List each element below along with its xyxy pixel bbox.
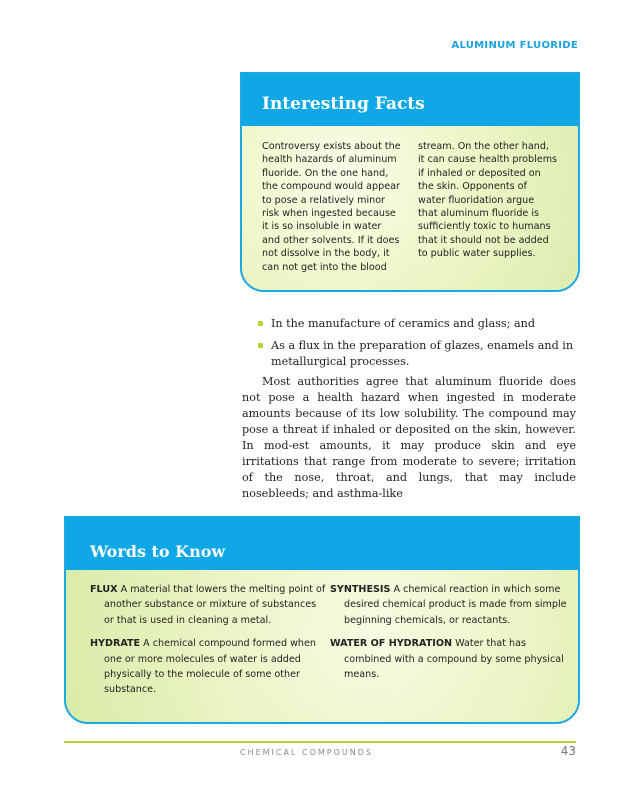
glossary-entry	[330, 582, 568, 628]
facts-line: that it should not be added	[418, 234, 549, 246]
facts-line: the skin. Opponents of	[418, 181, 527, 193]
facts-line: not dissolve in the body, it	[262, 248, 390, 260]
glossary-definition: A material that lowers the melting point of another substance or mixture of substances or that is used in cleaning a metal.	[104, 584, 326, 626]
facts-line: water fluoridation argue	[418, 194, 535, 206]
glossary-definition: A chemical reaction in which some desired chemical product is made from simple beginning chemicals, or reactants.	[344, 584, 567, 626]
facts-line: health hazards of aluminum	[262, 154, 397, 166]
facts-line: sufficiently toxic to humans	[418, 221, 551, 233]
facts-body	[242, 126, 578, 290]
bullet-text: As a flux in the preparation of glazes, enamels and in metallurgical processes.	[271, 339, 574, 368]
glossary-definition: Water that has combined with a compound by some physical means.	[344, 638, 564, 681]
glossary-definition: A chemical compound formed when one or more molecules of water is added physically to the molecule of some other substance.	[104, 638, 316, 696]
glossary-entry	[330, 636, 568, 682]
glossary-term: FLUX	[90, 584, 118, 595]
facts-line: it is so insoluble in water	[262, 221, 382, 233]
glossary-entry	[90, 636, 328, 698]
facts-line: stream. On the other hand,	[418, 141, 549, 152]
words-title: Words to Know	[90, 542, 226, 561]
bullet-list	[258, 316, 576, 376]
bullet-item	[258, 316, 576, 332]
facts-line: the compound would appear	[262, 181, 400, 193]
bullet-marker-icon	[258, 343, 263, 348]
facts-line: fluoride. On the one hand,	[262, 167, 389, 179]
paragraph-text: Most authorities agree that aluminum fluoride does not pose a health hazard when ingested in moderate amounts because of its low solubility. The compound may pose a threat if inhaled or deposited on the skin, however. In mod-est amounts, it may produce skin and eye irritations that range from moderate to severe; irritation of the nose, throat, and lungs, that may include nosebleeds; and asthma-like	[242, 375, 576, 500]
words-to-know-box	[64, 516, 580, 724]
facts-line: to pose a relatively minor	[262, 194, 386, 206]
glossary-term: WATER OF HYDRATION	[330, 638, 453, 650]
glossary-entry	[90, 582, 328, 628]
words-body	[66, 570, 578, 722]
facts-line: and other solvents. If it does	[262, 234, 400, 246]
glossary-term: HYDRATE	[90, 638, 141, 650]
facts-line: that aluminum fluoride is	[418, 208, 540, 220]
interesting-facts-box	[240, 72, 580, 292]
facts-line: if inhaled or deposited on	[418, 167, 541, 179]
facts-line: Controversy exists about the	[262, 141, 401, 152]
glossary-term: SYNTHESIS	[330, 584, 391, 595]
bullet-item	[258, 338, 576, 370]
facts-line: to public water supplies.	[418, 248, 536, 260]
bullet-text: In the manufacture of ceramics and glass; and	[271, 317, 535, 330]
facts-header	[242, 74, 578, 126]
body-paragraph	[242, 374, 576, 502]
facts-line: it can cause health problems	[418, 154, 558, 166]
footer-rule	[64, 741, 576, 743]
words-column-right	[330, 582, 568, 690]
facts-column-right	[418, 140, 568, 261]
running-header: ALUMINUM FLUORIDE	[451, 40, 578, 51]
facts-column-left	[262, 140, 412, 274]
bullet-marker-icon	[258, 321, 263, 326]
words-column-left	[90, 582, 328, 706]
facts-line: risk when ingested because	[262, 208, 396, 220]
footer-book-title: CHEMICAL COMPOUNDS	[240, 748, 373, 757]
facts-line: can not get into the blood	[262, 261, 387, 273]
words-header	[66, 518, 578, 570]
facts-title: Interesting Facts	[262, 94, 425, 114]
page-number: 43	[560, 744, 576, 758]
